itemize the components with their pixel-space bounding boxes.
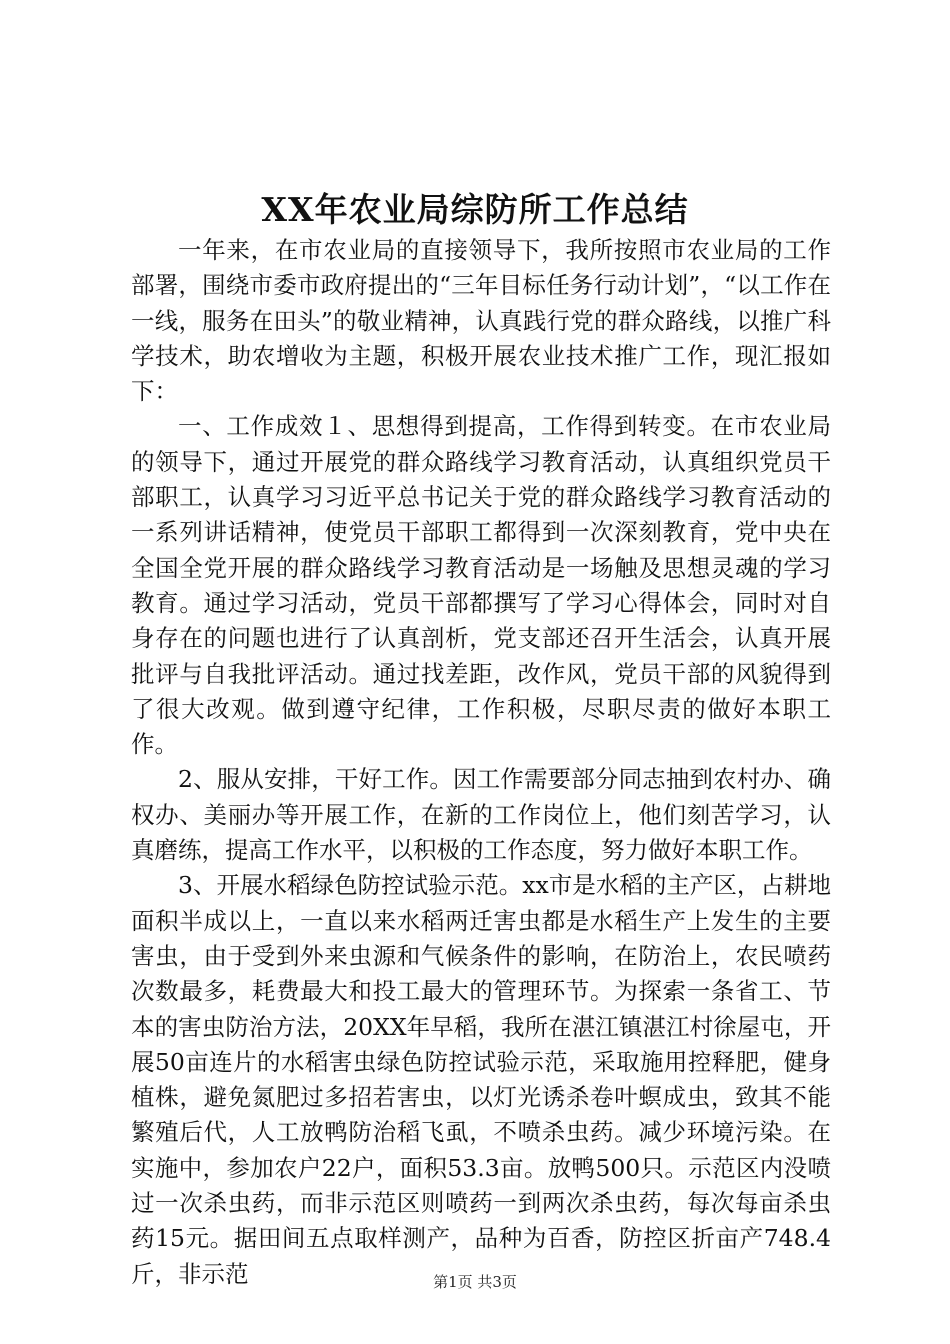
document-title: XX年农业局综防所工作总结 xyxy=(261,190,689,229)
paragraph-achievements: 一、工作成效１、思想得到提高，工作得到转变。在市农业局的领导下，通过开展党的群众路线学习教育活动，认真组织党员干部职工，认真学习习近平总书记关于党的群众路线学习教育活动的一系列讲话精神，使党员干部职工都得到一次深刻教育，党中央在全国全党开展的群众路线学习教育活动是一场触及思想灵魂的学习教育。通过学习活动，党员干部都撰写了学习心得体会，同时对自身存在的问题也进行了认真剖析，党支部还召开生活会，认真开展批评与自我批评活动。通过找差距，改作风，党员干部的风貌得到了很大改观。做到遵守纪律，工作积极，尽职尽责的做好本职工作。 xyxy=(131,412,831,759)
document-body xyxy=(131,233,831,1292)
page-footer: 第1页 共3页 xyxy=(433,1273,517,1291)
paragraph-intro: 一年来，在市农业局的直接领导下，我所按照市农业局的工作部署，围绕市委市政府提出的“三年目标任务行动计划”，“以工作在一线，服务在田头”的敬业精神，认真践行党的群众路线，以推广科学技术，助农增收为主题，积极开展农业技术推广工作，现汇报如下： xyxy=(131,236,831,406)
paragraph-rice-demo: 3、开展水稻绿色防控试验示范。xx市是水稻的主产区，占耕地面积半成以上，一直以来水稻两迁害虫都是水稻生产上发生的主要害虫，由于受到外来虫源和气候条件的影响，在防治上，农民喷药次数最多，耗费最大和投工最大的管理环节。为探索一条省工、节本的害虫防治方法，20XX年早稻，我所在湛江镇湛江村徐屋屯，开展50亩连片的水稻害虫绿色防控试验示范，采取施用控释肥，健身植株，避免氮肥过多招若害虫，以灯光诱杀卷叶螟成虫，致其不能繁殖后代，人工放鸭防治稻飞虱，不喷杀虫药。减少环境污染。在实施中，参加农户22户，面积53.3亩。放鸭500只。示范区内没喷过一次杀虫药，而非示范区则喷药一到两次杀虫药，每次每亩杀虫药15元。据田间五点取样测产，品种为百香，防控区折亩产748.4斤，非示范 xyxy=(131,871,831,1288)
paragraph-assignments: 2、服从安排，干好工作。因工作需要部分同志抽到农村办、确权办、美丽办等开展工作，在新的工作岗位上，他们刻苦学习，认真磨练，提高工作水平，以积极的工作态度，努力做好本职工作。 xyxy=(131,765,831,865)
